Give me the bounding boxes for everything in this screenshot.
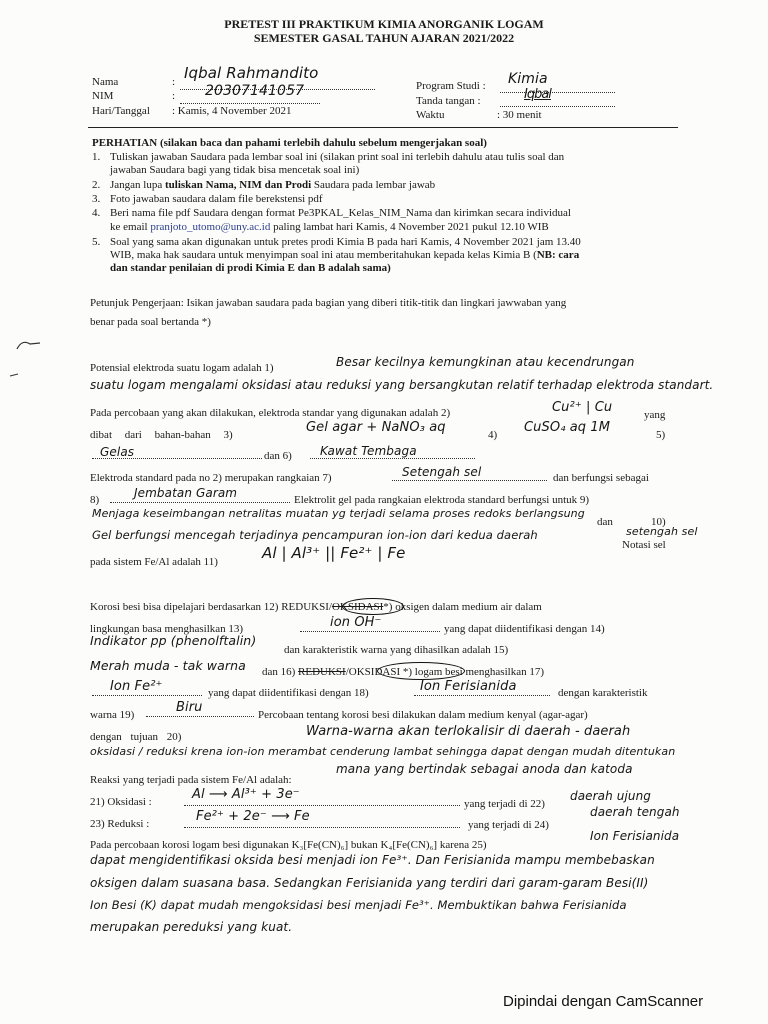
notasi-sel-label: Notasi sel	[622, 539, 666, 551]
instruction-5c: dan standar penilaian di prodi Kimia E dan B adalah sama)	[110, 262, 391, 274]
answer-circle	[377, 662, 465, 680]
page-title: PRETEST III PRAKTIKUM KIMIA ANORGANIK LOGAM	[224, 17, 544, 31]
answer-25e: merupakan pereduksi yang kuat.	[90, 920, 293, 934]
question-16: dan 16) REDUKSI/OKSIDASI *) logam besi menghasilkan 17)	[262, 666, 544, 678]
question-10: 10)	[651, 516, 666, 528]
answer-6: Kawat Tembaga	[320, 444, 417, 458]
item-number: 5.	[92, 236, 101, 248]
nim-value: 20307141057	[205, 83, 305, 99]
question-6: dan 6)	[264, 450, 292, 462]
question-18: yang dapat diidentifikasi dengan 18)	[208, 687, 369, 699]
answer-8: Jembatan Garam	[134, 486, 238, 500]
answer-10b: setengah sel	[626, 525, 698, 538]
question-2-post: yang	[644, 409, 666, 421]
instruction-1a: Tuliskan jawaban Saudara pada lembar soal ini (silakan print soal ini terlebih dahulu atau tulis soal dan	[110, 151, 565, 163]
answer-25a: Ion Ferisianida	[590, 829, 680, 843]
item-number: 4.	[92, 207, 101, 219]
question-13: lingkungan basa menghasilkan 13)	[90, 623, 244, 635]
instruction-1b: jawaban Saudara bagi yang tidak bisa mencetak soal ini)	[110, 164, 360, 176]
question-23: 23) Reduksi :	[90, 818, 150, 830]
nama-value: Iqbal Rahmandito	[184, 64, 319, 82]
answer-21: Al ⟶ Al³⁺ + 3e⁻	[192, 787, 300, 802]
nim-colon: :	[172, 90, 176, 102]
question-2: Pada percobaan yang akan dilakukan, elektroda standar yang digunakan adalah 2)	[90, 407, 451, 419]
answer-20c: mana yang bertindak sebagai anoda dan katoda	[336, 762, 633, 776]
question-4: 4)	[488, 429, 498, 441]
answer-17-blank	[92, 695, 202, 696]
answer-20a: Warna-warna akan terlokalisir di daerah - daerah	[306, 724, 631, 739]
item-number: 1.	[92, 151, 101, 163]
hari-value: : Kamis, 4 November 2021	[172, 105, 292, 117]
question-21: 21) Oksidasi :	[90, 796, 152, 808]
question-13-post: yang dapat diidentifikasi dengan 14)	[444, 623, 605, 635]
answer-25c: oksigen dalam suasana basa. Sedangkan Ferisianida yang terdiri dari garam-garam Besi(II)	[90, 876, 649, 890]
answer-25b: dapat mengidentifikasi oksida besi menjadi ion Fe³⁺. Dan Ferisianida mampu membebaskan	[90, 853, 655, 867]
nim-blank	[180, 103, 320, 104]
answer-1a: Besar kecilnya kemungkinan atau kecendrungan	[336, 355, 635, 369]
answer-13: ion OH⁻	[330, 615, 382, 630]
question-22: yang terjadi di 22)	[464, 798, 545, 810]
item-number: 3.	[92, 193, 101, 205]
question-14-post: dan karakteristik warna yang dihasilkan adalah 15)	[284, 644, 509, 656]
answer-18-blank	[414, 695, 550, 696]
answer-14: Indikator pp (phenolftalin)	[90, 633, 257, 648]
answer-17: Ion Fe²⁺	[110, 679, 163, 694]
instruction-5b: WIB, maka hak saudara untuk menyimpan soal ini atau memberitahukan kepada kelas Kimia B (NB: cara	[110, 249, 580, 261]
ttd-blank	[500, 106, 615, 107]
answer-1b: suatu logam mengalami oksidasi atau reduksi yang bersangkutan relatif terhadap elektroda standart.	[90, 378, 714, 392]
instruction-2: Jangan lupa tuliskan Nama, NIM dan Prodi Saudara pada lembar jawab	[110, 179, 436, 191]
header-divider	[88, 127, 678, 128]
answer-10: Gel berfungsi mencegah terjadinya pencampuran ion-ion dari kedua daerah	[92, 528, 538, 542]
hari-label: Hari/Tanggal	[92, 105, 150, 117]
answer-8-blank	[110, 502, 290, 503]
margin-mark	[14, 335, 44, 355]
answer-5-blank	[92, 458, 262, 459]
petunjuk-line2: benar pada soal bertanda *)	[90, 316, 211, 328]
answer-21-blank	[184, 805, 460, 806]
question-25: Pada percobaan korosi logam besi digunakan K₃[Fe(CN)₆] bukan K₄[Fe(CN)₆] karena 25)	[90, 839, 487, 851]
petunjuk-line1: Petunjuk Pengerjaan: Isikan jawaban saudara pada bagian yang diberi titik-titik dan lingkari jawwaban yang	[90, 297, 567, 309]
item-number: 2.	[92, 179, 101, 191]
struck-option: REDUKSI	[298, 666, 346, 678]
question-8: 8)	[90, 494, 100, 506]
question-9: Elektrolit gel pada rangkaian elektroda standard berfungsi untuk 9)	[294, 494, 590, 506]
answer-25d: Ion Besi (K) dapat mudah mengoksidasi besi menjadi Fe³⁺. Membuktikan bahwa Ferisianida	[90, 898, 627, 912]
signature: Iqbal	[524, 87, 551, 102]
nama-label: Nama	[92, 76, 119, 88]
answer-19-blank	[146, 716, 254, 717]
camscanner-watermark: Dipindai dengan CamScanner	[503, 993, 704, 1010]
question-19: warna 19)	[90, 709, 135, 721]
instruction-4a: Beri nama file pdf Saudara dengan format Pe3PKAL_Kelas_NIM_Nama dan kirimkan secara individual	[110, 207, 571, 219]
margin-mark	[8, 370, 22, 380]
answer-6-blank	[310, 458, 475, 459]
answer-9: Menjaga keseimbangan netralitas muatan yg terjadi selama proses redoks berlangsung	[92, 507, 585, 520]
question-11: pada sistem Fe/Al adalah 11)	[90, 556, 218, 568]
answer-circle	[342, 598, 404, 615]
prodi-label: Program Studi :	[416, 80, 486, 92]
answer-24: daerah tengah	[590, 805, 680, 819]
ttd-label: Tanda tangan :	[416, 95, 481, 107]
prodi-blank	[500, 92, 615, 93]
reaksi-label: Reaksi yang terjadi pada sistem Fe/Al adalah:	[90, 774, 292, 786]
answer-13-blank	[300, 631, 440, 632]
answer-23-blank	[184, 827, 460, 828]
answer-2: Cu²⁺ | Cu	[552, 400, 613, 415]
answer-15: Merah muda - tak warna	[90, 658, 246, 673]
nama-colon: :	[172, 76, 176, 88]
perhatian-heading: PERHATIAN (silakan baca dan pahami terlebih dahulu sebelum mengerjakan soal)	[92, 137, 487, 149]
answer-23: Fe²⁺ + 2e⁻ ⟶ Fe	[196, 809, 310, 824]
question-18-post: dengan karakteristik	[558, 687, 648, 699]
question-9-dan: dan	[597, 516, 613, 528]
instruction-3: Foto jawaban saudara dalam file berekstensi pdf	[110, 193, 323, 205]
struck-option: OKSIDASI	[331, 601, 384, 613]
waktu-label: Waktu	[416, 109, 445, 121]
nim-label: NIM	[92, 90, 114, 102]
question-12: Korosi besi bisa dipelajari berdasarkan 12) REDUKSI/OKSIDASI*) oksigen dalam medium air dalam	[90, 601, 542, 613]
answer-19: Biru	[176, 700, 203, 715]
answer-5: Gelas	[100, 445, 135, 459]
question-3: dibat dari bahan-bahan 3)	[90, 429, 233, 441]
answer-20b: oksidasi / reduksi krena ion-ion merambat cenderung lambat sehingga dapat dengan mudah ditentukan	[90, 745, 676, 758]
answer-3: Gel agar + NaNO₃ aq	[306, 420, 446, 435]
question-20: dengan tujuan 20)	[90, 731, 182, 743]
answer-4: CuSO₄ aq 1M	[524, 420, 611, 435]
answer-18: Ion Ferisianida	[420, 679, 517, 694]
instruction-4b: ke email pranjoto_utomo@uny.ac.id paling lambat hari Kamis, 4 November 2021 pukul 12.10 WIB	[110, 221, 549, 233]
answer-22: daerah ujung	[570, 789, 652, 803]
question-7: Elektroda standard pada no 2) merupakan rangkaian 7)	[90, 472, 332, 484]
question-19-post: Percobaan tentang korosi besi dilakukan dalam medium kenyal (agar-agar)	[258, 709, 588, 721]
page-subtitle: SEMESTER GASAL TAHUN AJARAN 2021/2022	[253, 31, 515, 45]
question-5: 5)	[656, 429, 666, 441]
answer-11: Al | Al³⁺ || Fe²⁺ | Fe	[262, 544, 406, 562]
email-link[interactable]: pranjoto_utomo@uny.ac.id	[150, 221, 271, 233]
answer-7: Setengah sel	[402, 465, 482, 479]
question-1: Potensial elektroda suatu logam adalah 1)	[90, 362, 274, 374]
question-24: yang terjadi di 24)	[468, 819, 549, 831]
instruction-5a: Soal yang sama akan digunakan untuk pretes prodi Kimia B pada hari Kamis, 4 November 2021 jam 13.40	[110, 236, 581, 248]
question-7-post: dan berfungsi sebagai	[553, 472, 649, 484]
waktu-value: : 30 menit	[497, 109, 542, 121]
prodi-value: Kimia	[508, 71, 548, 87]
answer-7-blank	[392, 480, 547, 481]
